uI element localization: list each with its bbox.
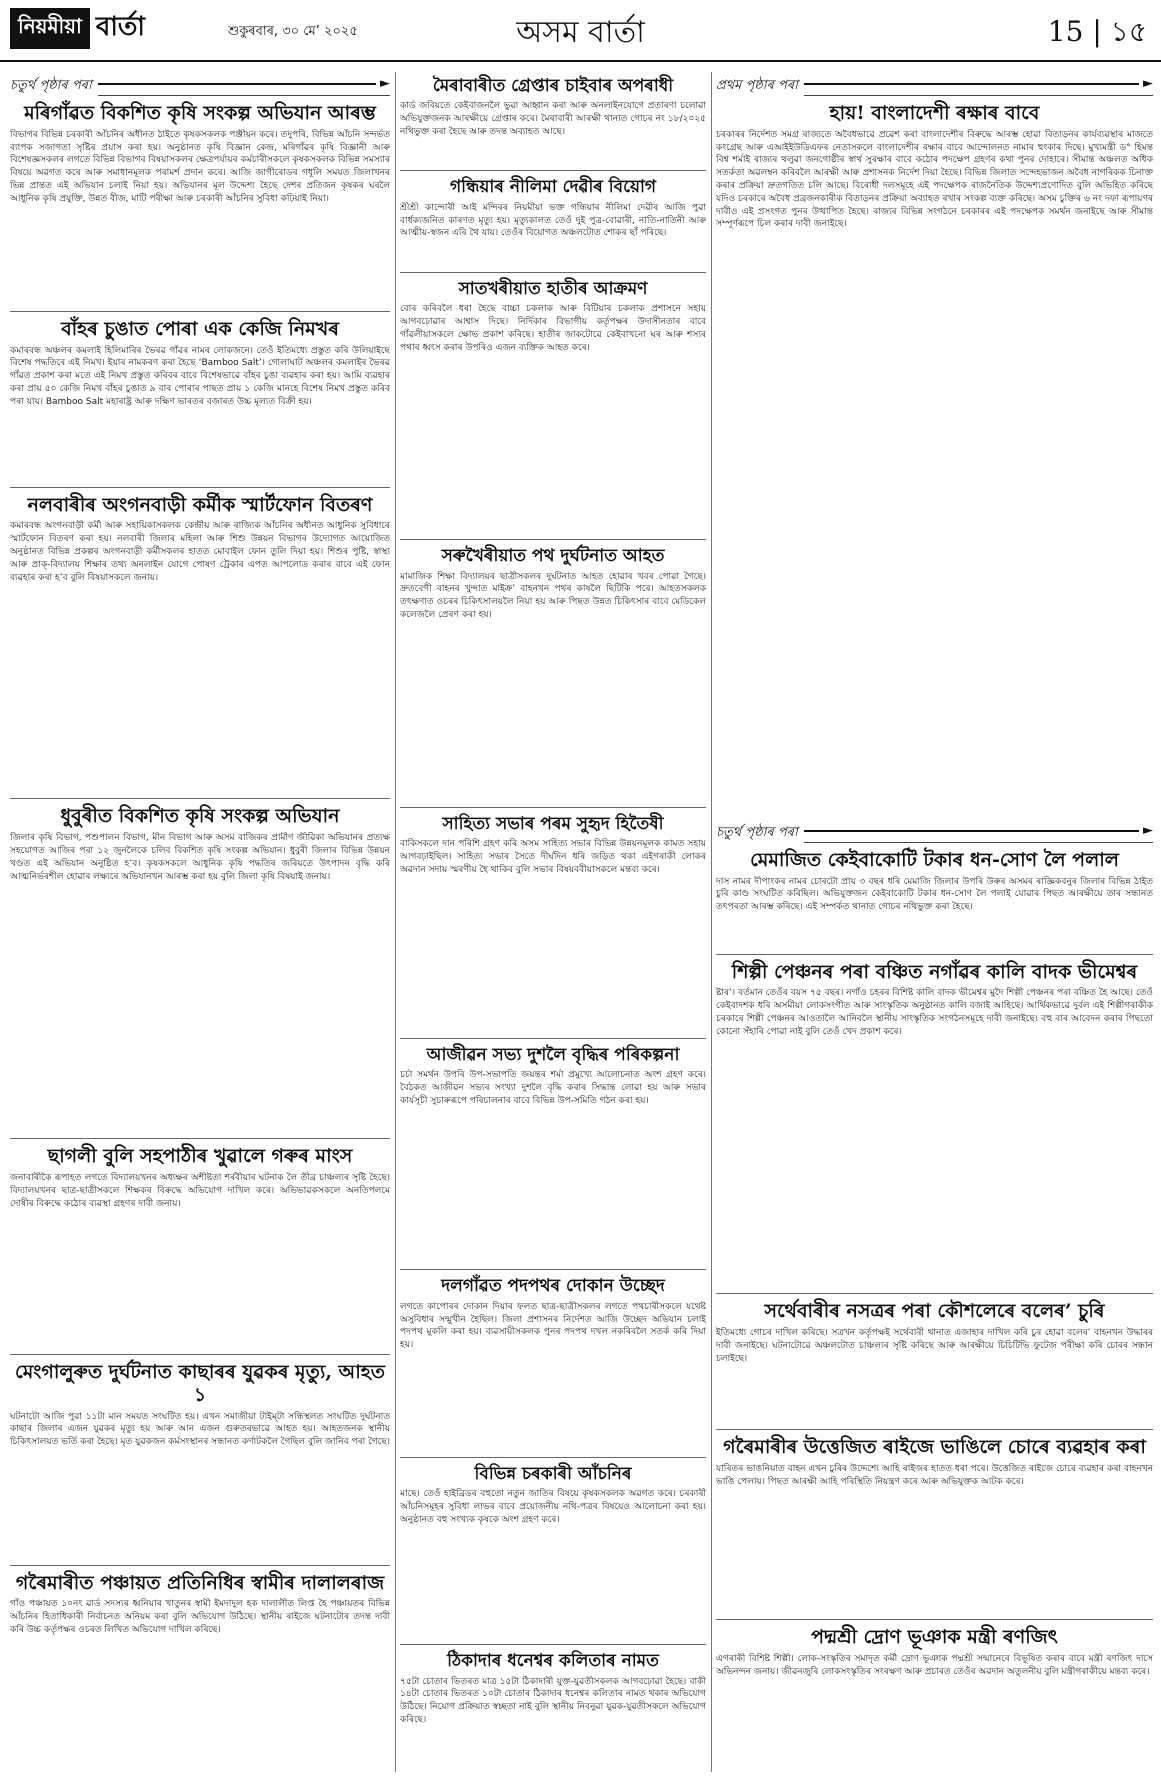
article-body: মামাজিক শিক্ষা বিদ্যালয়ৰ ছাত্ৰীসকলৰ দুৰ্ঘটনাত আহত হোৱাৰ খবৰ পোৱা গৈছে। দ্ৰুতবেগী বাহনৰ খুন্দাত মাইক্ৰ’ বাহনখন পথৰ কাষলৈ ছিটিকি পৰে। আহতসকলক তৎক্ষণাত ওচৰৰ চিকিৎসালয়লৈ নিয়া হয় আৰু পিছত উন্নত চিকিৎসাৰ বাবে মেডিকেল কলেজলৈ প্ৰেৰণ কৰা হয়। <box>400 571 706 620</box>
article-headline[interactable]: মেংগালুৰুত দুৰ্ঘটনাত কাছাৰৰ যুৱকৰ মৃত্যু, আহত ১ <box>15 1360 385 1406</box>
continuation-label: চতুৰ্থ পৃষ্ঠাৰ পৰা <box>716 823 804 844</box>
article[interactable] <box>400 546 706 800</box>
divider <box>716 954 1153 955</box>
article-headline[interactable]: গন্ধিয়াৰ নীলিমা দেৱীৰ বিয়োগ <box>449 177 657 198</box>
article[interactable] <box>716 1300 1153 1423</box>
continuation-strip <box>716 72 1153 96</box>
article[interactable] <box>10 1361 390 1559</box>
article[interactable] <box>10 805 390 1132</box>
article-body: বোৰ কৰিবলৈ ধৰা হৈছে বাচ্চা চকলাক আৰু বিটিয়াৰ চকলাক প্ৰশাসনে সহায় আগবঢ়োৱাৰ আশ্বাস দিছে। নিৰ্দিকাৰ বিভাগীয় কৰ্তৃপক্ষৰ উদাসীনতাৰ বাবে গাঁৱলীয়াসকলে ক্ষোভ প্ৰকাশ কৰিছে। হাতীৰ জাকটোৱে কেইবাখনো ঘৰ আৰু শস্যৰ পথাৰ ধ্বংস কৰাৰ উপৰিও এজন ব্যক্তিক আহত কৰে। <box>400 304 706 353</box>
article-body: ৭৫টা চোতাৰ ভিতৰত মাত্ৰ ১৫টা ঠিকাদাৰী যুক্ত-যুৱতীসকলক আগবঢ়োৱা হৈছে। বাকী ১৪টা চোতাৰ ভিতৰত ১০টা চোতাৰ ঠিকাদাৰ ধনেশ্বৰ কলিতাৰ নামত থকাৰ অভিযোগ উঠিছে। নিয়োগ প্ৰক্ৰিয়াত স্বচ্ছতা নাই বুলি স্থানীয় নিবনুৱা যুৱক-যুৱতীসকলে অভিযোগ কৰিছে। <box>400 1676 706 1725</box>
divider <box>400 539 706 540</box>
issue-date: শুকুৰবাৰ, ৩০ মে’ ২০২৫ <box>228 24 358 39</box>
article-headline[interactable]: বাঁহৰ চুঙাত পোৰা এক কেজি নিমখৰ <box>61 317 339 340</box>
article[interactable] <box>716 961 1153 1288</box>
continuation-strip <box>10 72 390 96</box>
article-body: কমাৰবন্ধ অংগনবাড়ী কৰ্মী আৰু সহায়িকাসকলক কেন্দ্ৰীয় আৰু ৰাজ্যিক আঁচনিৰ অধীনত আধুনিক সুবিধাৰে স্মাৰ্টফোন বিতৰণ কৰা হয়। নলবাৰী জিলাৰ মহিলা আৰু শিশু উন্নয়ন বিভাগৰ উদ্যোগত আয়োজিত অনুষ্ঠানত বিভিন্ন প্ৰকল্পৰ অংগনবাড়ী কৰ্মীসকলৰ হাতত মোবাইল ফোন তুলি দিয়া হয়। শিশুৰ পুষ্টি, স্বাস্থ্য আৰু প্ৰাক্‌-বিদ্যালয় শিক্ষাৰ তথ্য অনলাইন যোগে পোষণ ট্ৰেকাৰ এপত আপলোড কৰাৰ বাবে এই ফোন ব্যৱহাৰ কৰা হ’ব বুলি বিষয়াসকলে জনায়। <box>10 521 390 583</box>
article-headline[interactable]: বিভিন্ন চৰকাৰী আঁচনিৰ <box>474 1463 632 1484</box>
logo-part-1: নিয়মীয়া <box>10 8 90 49</box>
article-headline[interactable]: ধুবুৰীত বিকশিত কৃষি সংকল্প অভিযান <box>60 805 340 828</box>
article-headline[interactable]: মৰিগাঁৱত বিকশিত কৃষি সংকল্প অভিযান আৰম্ভ <box>24 102 376 124</box>
divider <box>400 1038 706 1039</box>
article-body: মাছে। তেওঁ হাইব্ৰিডৰ বহুতো নতুন জাতিৰ বিষয়ে কৃষকসকলক অৱগত কৰে। চৰকাৰী আঁচনিসমূহৰ সুবিধা লাভৰ বাবে প্ৰয়োজনীয় নথি-পত্ৰৰ বিষয়েও আলোচনা কৰা হয়। অনুষ্ঠানত বহু সংখ্যক কৃষকে অংশ গ্ৰহণ কৰে। <box>400 1489 706 1525</box>
article[interactable] <box>716 102 1153 811</box>
article[interactable] <box>400 1464 706 1638</box>
divider <box>400 807 706 808</box>
article-body: বাকিসকলে দান পৰিশি গ্ৰহণ কৰি অসম সাহিত্য সভাৰ বিভিন্ন উন্নয়নমূলক কামত সহায় আগবঢ়াইছিল। সাহিত্য সভাৰ সৈতে দীৰ্ঘদিন ধৰি জড়িত থকা এইগৰাকী লোকৰ অৱদান সদায় স্মৰণীয় হৈ থাকিব বুলি সভাৰ বিষয়ববীয়াসকলে মন্তব্য কৰে। <box>400 838 706 875</box>
article[interactable] <box>716 1436 1153 1613</box>
article-headline[interactable]: ছাগলী বুলি সহপাঠীৰ খুৱালে গৰুৰ মাংস <box>47 1145 353 1168</box>
masthead <box>0 0 1161 62</box>
article-headline[interactable]: সৰুখৈৰীয়াত পথ দুৰ্ঘটনাত আহত <box>441 546 665 567</box>
divider <box>400 272 706 273</box>
article-headline[interactable]: দলগাঁৱত পদপথৰ দোকান উচ্ছেদ <box>441 1276 665 1297</box>
article-headline[interactable]: নলবাৰীৰ অংগনবাড়ী কৰ্মীক স্মাৰ্টফোন বিতৰণ <box>27 493 373 516</box>
arrow-icon: ► <box>1139 76 1153 91</box>
article[interactable] <box>10 494 390 793</box>
article-headline[interactable]: সাহিত্য সভাৰ পৰম সুহৃদ হিতৈষী <box>442 813 664 834</box>
article[interactable] <box>10 1145 390 1348</box>
article-body: কমাৰবন্ধ অঞ্চলৰ কমলাই হিলিমাৰিৰ ভৈৰৱ গাঁৱৰ নামৰ লোকজনে। তেওঁ ইতিমধ্যে প্ৰস্তুত কৰি উলিয়াইছে বিশেষ পদ্ধতিৰে এই নিমখ। ইয়াৰ নামকৰণ কৰা হৈছে ‘Bamboo Salt’। গোলাঘাট অঞ্চলৰ কমলাইৰ ভৈৰৱ গাঁৱত প্ৰকাশ কৰা মতে এই নিমখ প্ৰস্তুত কৰিবৰ বাবে বিশেষভাৱে বাঁহৰ চুঙা ব্যৱহাৰ কৰা হয়। আমি ব্যৱহাৰ কৰা প্ৰায় ৫০ কেজি নিমখ বাঁহৰ চুঙাত ৯ বাৰ পোৰাৰ পাছত প্ৰায় ১ কেজি মানহে বিশেষ নিমখ প্ৰস্তুত কৰিব পৰা যায়। Bamboo Salt মহাৰাষ্ট্ৰ আৰু দক্ষিণ ভাৰতৰ বজাৰত উচ্চ মূল্যত বিক্ৰী হয়। <box>10 345 390 407</box>
article[interactable] <box>400 279 706 533</box>
article[interactable] <box>716 1626 1153 1713</box>
divider <box>716 1429 1153 1430</box>
article-body: ষ্টাৰ’। বৰ্তমান তেওঁৰ বয়স ৭৫ বছৰ। নগাঁও চহৰৰ বিশিষ্ট কালি বাদক ভীমেশ্বৰ মুদৈ শিল্পী পেঞ্চনৰ পৰা বঞ্চিত হৈ আছে। তেওঁ কেইবাদশক ধৰি অসমীয়া লোকসংগীত আৰু সাংস্কৃতিক অনুষ্ঠানত কালি বজাই আহিছে। আৰ্থিকভাৱে দুৰ্বল এই শিল্পীগৰাকীক চৰকাৰে শিল্পী পেঞ্চনৰ আওতালৈ আনিবলৈ স্থানীয় সাংস্কৃতিক সংগঠনসমূহে দাবী জনাইছে। বহু বাৰ আবেদন কৰাৰ পিছতো কোনো সঁহাৰি পোৱা নাই বুলি তেওঁ খেদ প্ৰকাশ কৰে। <box>716 988 1153 1037</box>
continuation-strip <box>716 819 1153 843</box>
column-1 <box>10 72 390 1708</box>
article-body: যাৰিতৰ ভাঙনিয়াত বাহন এখন চুৰিৰ উদ্দেশ্যে আহি ৰাইজৰ হাতত ধৰা পৰে। উত্তেজিত ৰাইজে চোৰে ব্যৱহাৰ কৰা বাহনখন ভাঙি পেলায়। পিছত আৰক্ষী আহি পৰিস্থিতি নিয়ন্ত্ৰণ কৰে আৰু অভিযুক্তক আটক কৰে। <box>716 1463 1153 1487</box>
article-headline[interactable]: সৰ্থেবাৰীৰ নসত্ৰৰ পৰা কৌশলেৰে বলেৰ’ চুৰি <box>764 1300 1105 1323</box>
article-headline[interactable]: পদ্মশ্ৰী দ্ৰোণ ভূঞাক মন্ত্ৰী ৰণজিৎ <box>811 1625 1058 1648</box>
arrow-icon: ► <box>376 76 390 91</box>
page-number: 15 | ১৫ <box>1047 15 1147 48</box>
divider <box>716 1619 1153 1620</box>
column-divider <box>711 72 712 1772</box>
article-headline[interactable]: শিল্পী পেঞ্চনৰ পৰা বঞ্চিত নগাঁৱৰ কালি বাদক ভীমেশ্বৰ <box>731 960 1138 983</box>
article[interactable] <box>400 76 706 164</box>
divider <box>10 487 390 488</box>
article[interactable] <box>10 102 390 305</box>
divider <box>10 1565 390 1566</box>
article-body: ইতিমধ্যে গোচৰ দাখিল কৰিছে। সত্ৰখন কৰ্তৃপক্ষই সৰ্থেবাৰী থানাত এজাহাৰ দাখিল কৰি চুৰ হোৱা বলেৰ’ বাহনখন উদ্ধাৰৰ দাবী জনাইছে। ঘটনাটোৱে অঞ্চলটোত চাঞ্চল্যৰ সৃষ্টি কৰিছে আৰু আৰক্ষীয়ে চিচিটিভি ফুটেজ পৰীক্ষা কৰি চোৰৰ সন্ধান চলাইছে। <box>716 1328 1153 1364</box>
divider <box>400 1269 706 1270</box>
article[interactable] <box>716 849 1153 948</box>
article[interactable] <box>400 177 706 265</box>
article-body: জনাবাৰীকৈ ৰূপাহত লগতে বিদ্যালয়খনৰ অধ্যক্ষৰ অশীষ্টতা শৰ্ৰবীয়াৰ ঘটনাক লৈ তীব্ৰ চাঞ্চল্যৰ সৃষ্টি হৈছে। বিদ্যালয়খনৰ ছাত্ৰ-ছাত্ৰীসকলে শিক্ষকৰ বিৰুদ্ধে অভিযোগ দাখিল কৰে। অভিভাৱকসকলে অনতিপলমে দোষীৰ বিৰুদ্ধে কঠোৰ ব্যৱস্থা গ্ৰহণৰ দাবী জনায়। <box>10 1172 390 1209</box>
section-title: অসম বাৰ্তা <box>516 15 645 50</box>
article-headline[interactable]: গৰৈমাৰীত পঞ্চায়ত প্ৰতিনিধিৰ স্বামীৰ দালালৰাজ <box>15 1571 385 1594</box>
article-headline[interactable]: ঠিকাদাৰ ধনেশ্বৰ কলিতাৰ নামত <box>447 1651 659 1672</box>
column-2 <box>400 72 706 1779</box>
article-body: বিভাগৰ বিভিন্ন চৰকাৰী আঁচনিৰ অধীনত ঠাইতে কৃষকসকলক পঞ্জীয়ন কৰে। তদুপৰি, বিভিন্ন আঁচনি সন্দৰ্ভত ব্যাপক সজাগতা সৃষ্টিৰ প্ৰয়াস কৰা হয়। অনুষ্ঠানত কৃষি বিজ্ঞান কেন্দ্ৰ, মৰিগাঁৱৰ কৃষি বিজ্ঞানী আৰু বিশেষজ্ঞসকলৰ লগতে বিভিন্ন বিভাগৰ বিষয়াসকলৰ ক্ষেত্ৰপৰ্যায়ৰ কৰ্মচাৰীসকলে কৃষকসকলক বিভিন্ন সমস্যাৰ বিষয়ে অৱগত কৰে আৰু সমাধানমূলক পৰামৰ্শ প্ৰদান কৰে। আজি জাগীৰোডৰ গধূলি সময়ত জিলাখনৰ ভিন্ন প্ৰান্তত এই অভিযান চলাই নিয়া হয়। অভিযানৰ মূল উদ্দেশ্য হৈছে দেশৰ প্ৰতিজন কৃষকৰ ঘৰলৈ আধুনিক কৃষি প্ৰযুক্তি, উন্নত বীজ, মাটি পৰীক্ষা আৰু চৰকাৰী আঁচনিৰ সুবিধা কঢ়িয়াই নিয়া। <box>10 129 390 204</box>
article-body: এগৰাকী বিশিষ্ট শিল্পী। লোক-সংস্কৃতিৰ সমাদৃত কৰ্মী দ্ৰোণ ভূঞাক পদ্মশ্ৰী সন্মানেৰে বিভূষিত কৰাৰ বাবে মন্ত্ৰী ৰণজিৎ দাসে অভিনন্দন জনায়। জীৱনজুৰি লোকসংস্কৃতিৰ সংৰক্ষণ আৰু প্ৰচাৰত তেওঁৰ অৱদান অতুলনীয় বুলি মন্ত্ৰীগৰাকীয়ে মন্তব্য কৰে। <box>716 1653 1153 1677</box>
article-headline[interactable]: আজীৱন সভ্য দুশলৈ বৃদ্ধিৰ পৰিকল্পনা <box>426 1044 680 1065</box>
article-body: ঘটনাটো আজি পুৱা ১১টা মান সময়ত সংঘটিত হয়। এখন সমাজীয়া টাইম্‌টা সন্ধিস্থলত সংঘটিত দুৰ্ঘটনাত কাছাৰ জিলাৰ এজন যুৱকৰ মৃত্যু হয় আৰু আন এজন গুৰুতৰভাৱে আহত হয়। আহতজনক স্থানীয় চিকিৎসালয়ত ভৰ্তি কৰা হৈছে। মৃত যুৱকজন কৰ্মসংস্থানৰ সন্ধানত কৰ্ণাটকলৈ গৈছিল বুলি জানিব পৰা গৈছে। <box>10 1411 390 1448</box>
divider <box>10 311 390 312</box>
article-body: গাঁও পঞ্চায়ত ১০নং ৱাৰ্ড সদস্যৰ ধ্বনিয়াৰ খাতুনৰ স্বামী ইমদাদুল হক দালালীত লিপ্ত হৈ পঞ্চায়তৰ বিভিন্ন আঁচনিৰ হিতাধিকাৰী নিৰ্বাচনত অনিয়ম কৰা বুলি অভিযোগ উঠিছে। স্থানীয় ৰাইজে ঘটনাটোৰ তদন্ত দাবী কৰি উচ্চ কৰ্তৃপক্ষৰ ওচৰত লিখিত অভিযোগ দাখিল কৰিছে। <box>10 1599 390 1635</box>
divider <box>716 1293 1153 1294</box>
column-3 <box>716 72 1153 1713</box>
article[interactable] <box>10 318 390 481</box>
article[interactable] <box>400 1276 706 1450</box>
column-divider <box>395 72 396 1772</box>
article-body: শ্ৰীশ্ৰী কান্দোৰী আই মন্দিৰৰ নিয়মীয়া ভক্ত গন্ধিয়াৰ নীলিমা দেৱীৰ আজি পুৱা বাৰ্ধক্যজনিত কাৰণত মৃত্যু হয়। মৃত্যুকালত তেওঁ দুই পুত্ৰ-বোৱাৰী, নাতি-নাতিনী আৰু আত্মীয়-স্বজন এৰি থৈ যায়। তেওঁৰ বিয়োগত অঞ্চলটোত শোকৰ ছাঁ পৰিছে। <box>400 202 706 239</box>
article-headline[interactable]: মৈৰাবাৰীত গ্ৰেপ্তাৰ চাইবাৰ অপৰাধী <box>432 76 674 96</box>
continuation-label: প্ৰথম পৃষ্ঠাৰ পৰা <box>716 76 804 97</box>
article[interactable] <box>400 1651 706 1779</box>
article-headline[interactable]: হায়! বাংলাদেশী ৰক্ষাৰ বাবে <box>829 102 1040 124</box>
article-headline[interactable]: গৰৈমাৰীৰ উত্তেজিত ৰাইজে ভাঙিলে চোৰে ব্যৱহাৰ কৰা <box>723 1436 1146 1459</box>
divider <box>400 170 706 171</box>
divider <box>10 798 390 799</box>
article-body: চৰ্চা সমৰ্থন উপৰি উপ-সভাপতি জয়ন্তৰ শৰ্মা প্ৰমুখ্যে আলোচনাত অংশ গ্ৰহণ কৰে। বৈঠকত আজীৱন সভ্যৰ সংখ্যা দুশলৈ বৃদ্ধি কৰাৰ সিদ্ধান্ত লোৱা হয় আৰু সভাৰ কাৰ্যসূচী সুচাৰুৰূপে পৰিচালনাৰ বাবে বিভিন্ন উপ-সমিতি গঠন কৰা হয়। <box>400 1070 706 1106</box>
article-headline[interactable]: সাতখৰীয়াত হাতীৰ আক্ৰমণ <box>458 278 648 299</box>
article[interactable] <box>400 814 706 1032</box>
article-body: লগতে কাপোৰৰ দোকান দিয়াৰ ফলত ছাত্ৰ-ছাত্ৰীসকলৰ লগতে পথচাৰীসকলে যথেষ্ট অসুবিধাৰ সন্মুখীন হৈছিল। জিলা প্ৰশাসনৰ নিৰ্দেশত আজি উচ্ছেদ অভিযান চলাই পদপথ মুকলি কৰা হয়। ব্যৱসায়ীসকলক পুনৰ পদপথ দখল নকৰিবলৈ সতৰ্ক কৰি দিয়া হয়। <box>400 1301 706 1351</box>
divider <box>10 1138 390 1139</box>
continuation-label: চতুৰ্থ পৃষ্ঠাৰ পৰা <box>10 76 98 97</box>
arrow-icon: ► <box>1139 823 1153 838</box>
article-body: দাস নামৰ দীপাংকৰ নামৰ চোৰটো প্ৰায় ৩ বছৰ ধৰি মেমাজি জিলাৰ উপৰি উৰুৰ অসমৰ ৰাজ্ঞিকবনুৰ জিলাৰ বিভিন্ন ঠাইত চুৰি কাণ্ড সংঘটিত কৰিছিল। অভিযুক্তজন কেইবাকোটি টকাৰ ধন-সোণ লৈ পলাই যোৱাৰ পিছত আৰক্ষীয়ে তাৰ সন্ধানত তৎপৰতা আৰম্ভ কৰিছে। এই সম্পৰ্কত থানাত গোচৰ নথিভুক্ত কৰা হৈছে। <box>716 876 1153 913</box>
article-body: জিলাৰ কৃষি বিভাগ, পশুপালন বিভাগ, মীন বিভাগ আৰু অসম বাজিকৰ প্ৰামীণ জীৱিকা অভিযানৰ প্ৰত্যক্ষ সহযোগত আজিৰ পৰা ১২ জুনলৈকে চলিব বিকশিত কৃষি সংকল্প অভিযান। ধুবুৰী জিলাৰ বিভিন্ন উন্নয়ন খণ্ডত এই অভিযান অনুষ্ঠিত হ’ব। কৃষকসকলে আধুনিক কৃষি পদ্ধতিৰ জৰিয়তে উৎপাদন বৃদ্ধি কৰি আত্মনিৰ্ভৰশীল হোৱাৰ লক্ষ্যৰে অভিযানখন আৰম্ভ কৰা হয় বুলি জিলা কৃষি বিষয়াই জনায়। <box>10 833 390 882</box>
divider <box>400 1457 706 1458</box>
divider <box>400 1644 706 1645</box>
article-headline[interactable]: মেমাজিত কেইবাকোটি টকাৰ ধন-সোণ লৈ পলাল <box>750 848 1119 871</box>
article-body: চৰকাৰৰ নিৰ্দেশত সমগ্ৰ ৰাজ্যতে অবৈধভাৱে প্ৰৱেশ কৰা বাংলাদেশীৰ বিৰুদ্ধে আৰম্ভ হোৱা বিতাড়নৰ কাৰ্যব্যৱস্থাৰ মাজতে কংগ্ৰেছ আৰু এআইইউডিএফৰ নেতাসকলে বাংলাদেশীৰ ৰক্ষাৰ বাবে আন্দোলনত নামাৰ হুংকাৰ দিছে। মুখ্যমন্ত্ৰী ড° হিমন্ত বিশ্ব শৰ্মাই ৰাজ্যৰ থলুৱা জনগোষ্ঠীৰ স্বাৰ্থ সুৰক্ষাৰ বাবে কঠোৰ পদক্ষেপ গ্ৰহণৰ কথা পুনৰ দোহাৰে। সীমান্ত অঞ্চলত অধিক সতৰ্কতা অৱলম্বন কৰিবলৈ আৰক্ষী আৰু প্ৰশাসনক নিৰ্দেশ দিয়া হৈছে। বিভিন্ন জিলাত সন্দেহভাজন অবৈধ নাগৰিকক চিনাক্ত কৰাৰ প্ৰক্ৰিয়া দ্ৰুতগতিত চলি আছে। বিৰোধী দলসমূহে এই পদক্ষেপক ৰাজনৈতিক উদ্দেশ্যপ্ৰণোদিত বুলি অভিহিত কৰিছে যদিও চৰকাৰে অবৈধ প্ৰব্ৰজনকাৰীক বিতাড়নৰ প্ৰক্ৰিয়া অব্যাহত ৰখাৰ সংকল্প ব্যক্ত কৰিছে। অসম চুক্তিৰ ৬ নং দফা ৰূপায়ণৰ দাবীও এই প্ৰসংগত পুনৰ উত্থাপিত হৈছে। ৰাজ্যৰ বিভিন্ন সংগঠনে চৰকাৰৰ এই পদক্ষেপক সমৰ্থন জনাইছে আৰু সীমান্ত সম্পূৰ্ণৰূপে চিল কৰাৰ দাবী জনাইছে। <box>716 129 1153 230</box>
divider <box>10 1354 390 1355</box>
article[interactable] <box>400 1045 706 1263</box>
logo-part-2: বাৰ্তা <box>95 12 145 42</box>
article[interactable] <box>10 1572 390 1709</box>
article-body: কাৰ্ড জবিয়তে কেইবাজনলৈ ভুৱা আহ্বান কৰা আৰু অনলাইনযোগে প্ৰতাৰণা চলোৱা অভিযুক্তজনক আৰক্ষীয়ে গ্ৰেপ্তাৰ কৰে। মৈৰাবাৰী আৰক্ষী থানাত গোচৰ নং ১৮/২০২৫ নথিভুক্ত কৰা হৈছে আৰু তদন্ত অব্যাহত আছে। <box>400 101 706 137</box>
